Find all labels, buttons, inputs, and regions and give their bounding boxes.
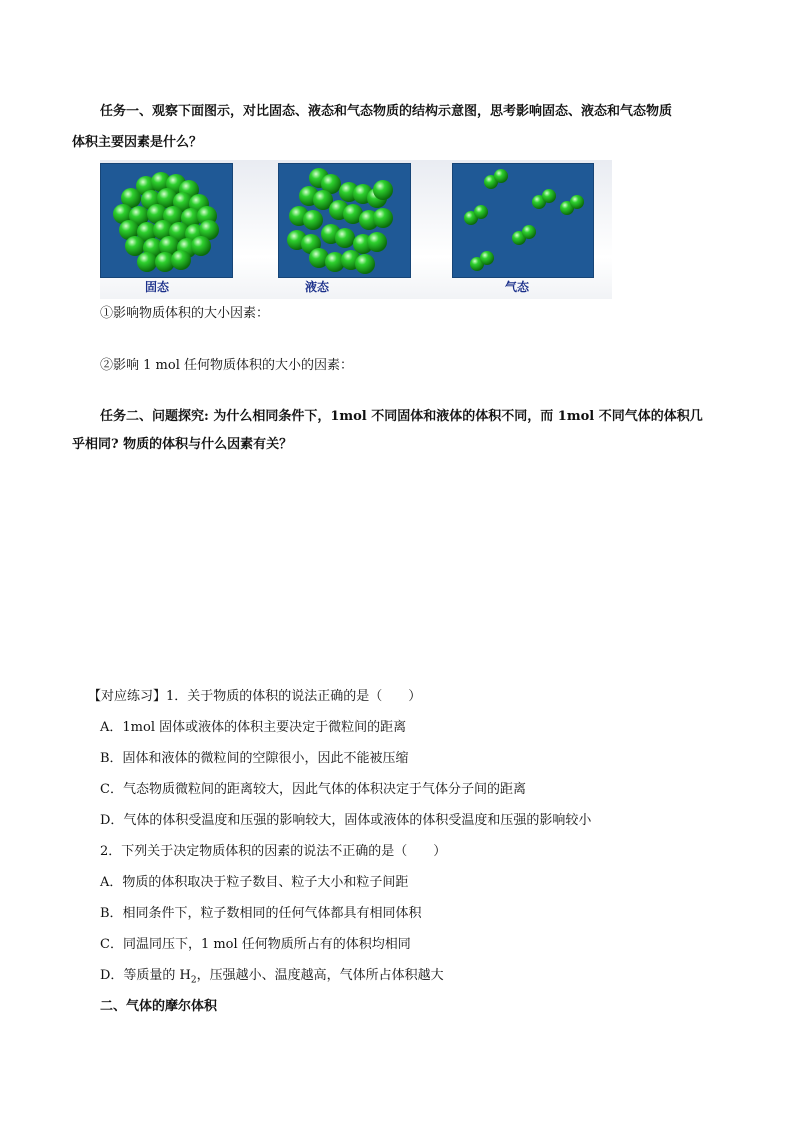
molecule-atom (125, 236, 145, 256)
gas-molecules-drawing (453, 164, 593, 277)
section-2-heading: 二、气体的摩尔体积 (100, 999, 218, 1014)
h2-subscript: 2 (190, 975, 197, 986)
molecule-atom (494, 169, 508, 183)
task2-line2: 乎相同? 物质的体积与什么因素有关？ (72, 437, 293, 452)
molecule-atom (522, 225, 536, 239)
exercise1-option-a: A．1mol 固体或液体的体积主要决定于微粒间的距离 (100, 720, 407, 735)
exercise2-option-a: A．物质的体积取决于粒子数目、粒子大小和粒子间距 (100, 875, 409, 890)
option-d-suffix: ，压强越小、温度越高，气体所占体积越大 (196, 968, 444, 983)
answer-area-task2[interactable] (100, 470, 660, 670)
molecule-atom (335, 228, 355, 248)
molecule-atom (542, 189, 556, 203)
task2-line1: 任务二、问题探究: 为什么相同条件下，1mol 不同固体和液体的体积不同，而 1mol 不同气体的体积几 (100, 409, 703, 424)
answer-blank-1[interactable] (100, 325, 660, 341)
molecule-atom (570, 195, 584, 209)
molecule-atom (373, 208, 393, 228)
task1-line2: 体积主要因素是什么？ (72, 135, 203, 150)
solid-caption: 固态 (145, 280, 170, 294)
molecule-atom (355, 254, 375, 274)
solid-molecules-drawing (101, 164, 232, 277)
answer-blank-2[interactable] (100, 377, 660, 393)
molecule-atom (474, 205, 488, 219)
liquid-molecules-drawing (279, 164, 410, 277)
exercise1-option-d: D．气体的体积受温度和压强的影响较大，固体或液体的体积受温度和压强的影响较小 (100, 813, 592, 828)
question-2: ②影响 1 mol 任何物质体积的大小的因素： (100, 358, 353, 373)
molecule-atom (191, 236, 211, 256)
liquid-caption: 液态 (305, 280, 330, 294)
molecule-atom (303, 210, 323, 230)
exercise2-option-b: B．相同条件下，粒子数相同的任何气体都具有相同体积 (100, 906, 422, 921)
gas-panel (452, 163, 594, 278)
exercise2-option-d (100, 967, 444, 990)
molecule-atom (373, 180, 393, 200)
exercise1-option-b: B．固体和液体的微粒间的空隙很小，因此不能被压缩 (100, 751, 409, 766)
liquid-panel (278, 163, 411, 278)
exercise1-stem: 【对应练习】1．关于物质的体积的说法正确的是（ ） (88, 689, 422, 704)
molecule-atom (367, 232, 387, 252)
molecule-atom (137, 252, 157, 272)
exercise1-option-c: C．气态物质微粒间的距离较大，因此气体的体积决定于气体分子间的距离 (100, 782, 526, 797)
question-1: ①影响物质体积的大小因素： (100, 306, 270, 321)
exercise2-stem: 2．下列关于决定物质体积的因素的说法不正确的是（ ） (100, 844, 447, 859)
states-of-matter-figure (100, 160, 612, 299)
exercise2-option-c: C．同温同压下，1 mol 任何物质所占有的体积均相同 (100, 937, 411, 952)
molecule-atom (171, 250, 191, 270)
task1-line1: 任务一、观察下面图示，对比固态、液态和气态物质的结构示意图，思考影响固态、液态和气态物质 (100, 104, 673, 119)
molecule-atom (480, 251, 494, 265)
gas-caption: 气态 (505, 280, 530, 294)
solid-panel (100, 163, 233, 278)
option-d-prefix: D．等质量的 H (100, 968, 191, 983)
